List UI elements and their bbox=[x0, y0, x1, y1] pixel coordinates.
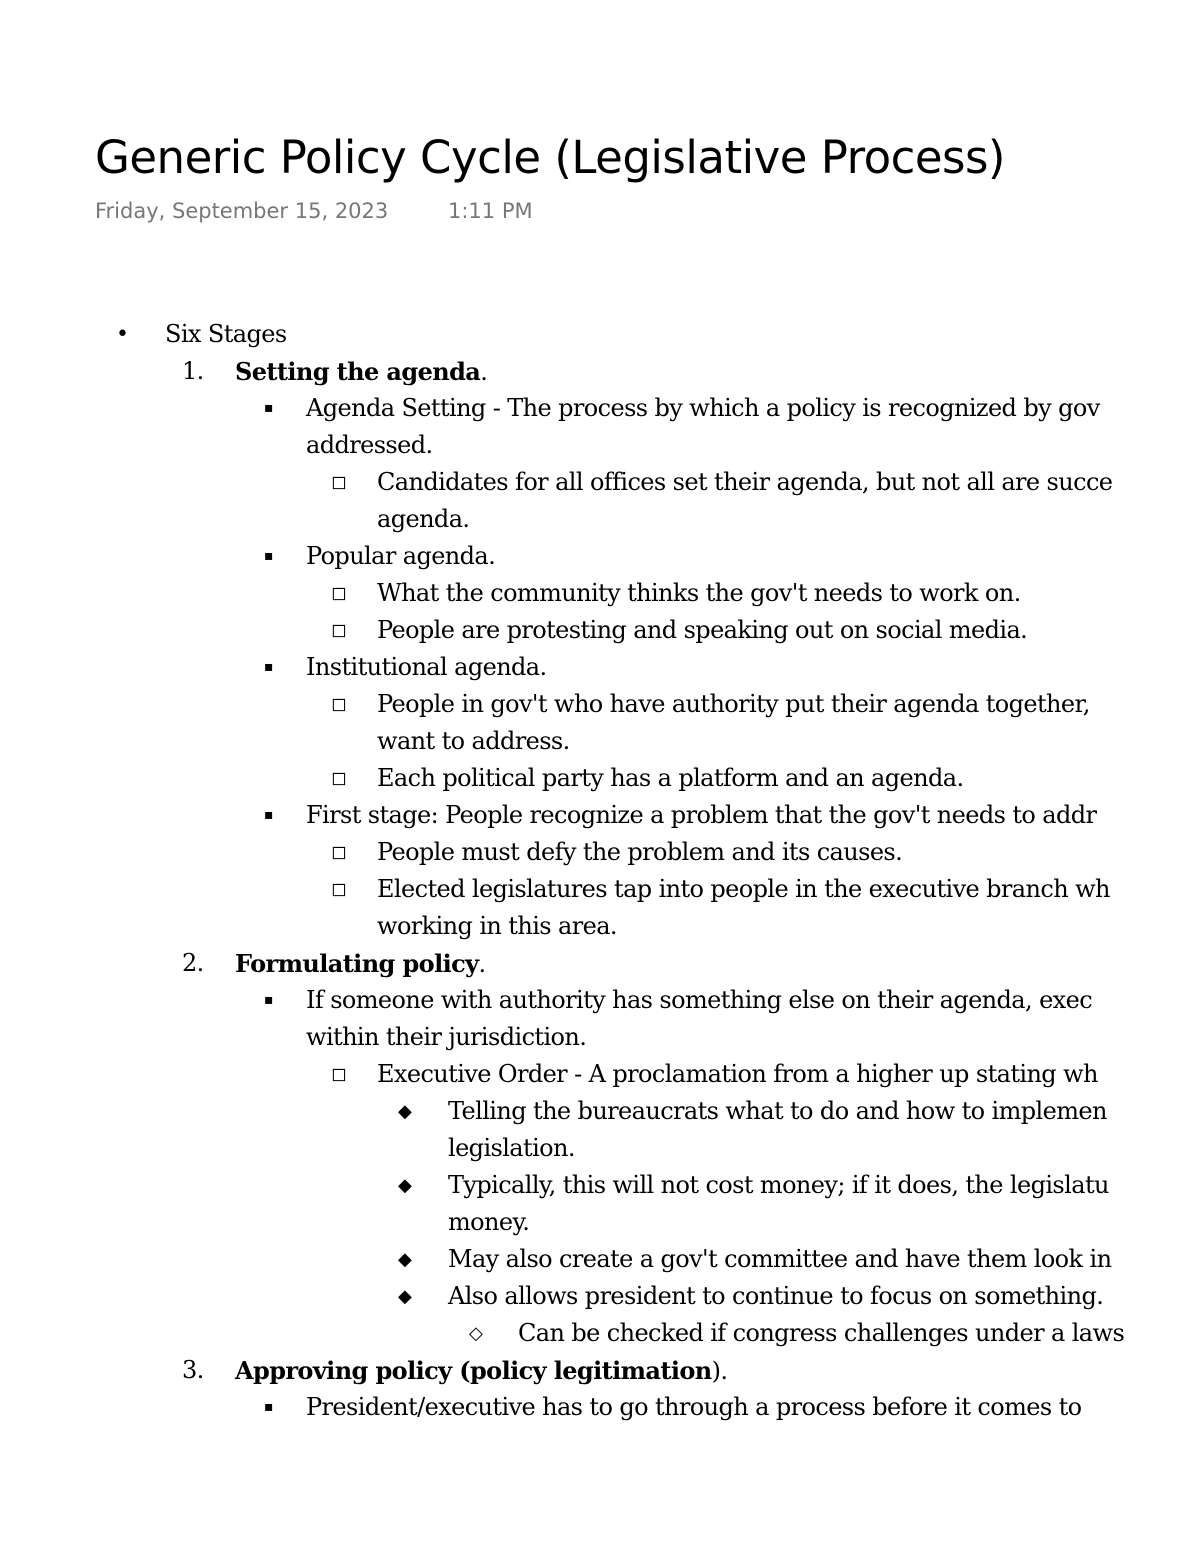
list-item-text: People are protesting and speaking out on social media. bbox=[377, 616, 1028, 644]
list-item-text: Six Stages bbox=[165, 320, 287, 348]
list-item-text: People in gov't who have authority put their agenda together, bbox=[377, 690, 1090, 718]
list-item bbox=[0, 316, 1200, 353]
list-item bbox=[0, 871, 1200, 908]
stage-heading: Setting the agenda bbox=[235, 357, 481, 386]
square-bullet-icon: ▪ bbox=[264, 992, 273, 1008]
list-item-text bbox=[235, 945, 486, 983]
list-item-text: Popular agenda. bbox=[306, 542, 496, 570]
hollow-square-bullet-icon: ◻ bbox=[331, 878, 347, 900]
list-item bbox=[0, 575, 1200, 612]
list-item-text bbox=[235, 353, 487, 391]
list-number: 1. bbox=[182, 357, 204, 385]
list-number: 2. bbox=[182, 949, 204, 977]
hollow-square-bullet-icon: ◻ bbox=[331, 841, 347, 863]
list-item-text: within their jurisdiction. bbox=[306, 1023, 587, 1051]
list-item-text: want to address. bbox=[377, 727, 570, 755]
list-item-text: Can be checked if congress challenges under a laws bbox=[518, 1319, 1125, 1347]
diamond-bullet-icon: ◆ bbox=[398, 1249, 412, 1270]
list-item bbox=[0, 1278, 1200, 1315]
list-item bbox=[0, 538, 1200, 575]
list-item-text: addressed. bbox=[306, 431, 433, 459]
list-item-continuation bbox=[0, 427, 1200, 464]
list-item-text: Each political party has a platform and an agenda. bbox=[377, 764, 964, 792]
notes-outline bbox=[0, 316, 1200, 1426]
list-item-text: Also allows president to continue to focus on something. bbox=[448, 1282, 1104, 1310]
list-item bbox=[0, 1315, 1200, 1352]
list-item bbox=[0, 1093, 1200, 1130]
list-item-text: Candidates for all offices set their agenda, but not all are succe bbox=[377, 468, 1113, 496]
list-item-text: Institutional agenda. bbox=[306, 653, 547, 681]
square-bullet-icon: ▪ bbox=[264, 659, 273, 675]
hollow-diamond-bullet-icon: ◇ bbox=[469, 1323, 483, 1344]
list-item bbox=[0, 1167, 1200, 1204]
list-item-text: President/executive has to go through a process before it comes to bbox=[306, 1393, 1082, 1421]
square-bullet-icon: ▪ bbox=[264, 807, 273, 823]
stage-heading-suffix: . bbox=[478, 950, 486, 978]
diamond-bullet-icon: ◆ bbox=[398, 1101, 412, 1122]
list-item bbox=[0, 1241, 1200, 1278]
list-item-continuation bbox=[0, 1204, 1200, 1241]
list-item-continuation bbox=[0, 723, 1200, 760]
list-item bbox=[0, 834, 1200, 871]
list-item-text: Typically, this will not cost money; if it does, the legislatu bbox=[448, 1171, 1109, 1199]
numbered-item-stage-3 bbox=[0, 1352, 1200, 1389]
list-item-continuation bbox=[0, 1130, 1200, 1167]
diamond-bullet-icon: ◆ bbox=[398, 1286, 412, 1307]
list-item-text: May also create a gov't committee and have them look in bbox=[448, 1245, 1112, 1273]
stage-heading: Formulating policy bbox=[235, 949, 479, 978]
stage-heading-suffix: ). bbox=[711, 1357, 728, 1385]
stage-heading: Approving policy (policy legitimation bbox=[235, 1356, 712, 1385]
diamond-bullet-icon: ◆ bbox=[398, 1175, 412, 1196]
hollow-square-bullet-icon: ◻ bbox=[331, 693, 347, 715]
list-item bbox=[0, 464, 1200, 501]
page-title: Generic Policy Cycle (Legislative Process) bbox=[95, 131, 1005, 184]
list-item-text: If someone with authority has something else on their agenda, exec bbox=[306, 986, 1093, 1014]
list-item-continuation bbox=[0, 501, 1200, 538]
list-item bbox=[0, 982, 1200, 1019]
page-date: Friday, September 15, 2023 bbox=[95, 199, 389, 223]
hollow-square-bullet-icon: ◻ bbox=[331, 619, 347, 641]
list-item-text: First stage: People recognize a problem that the gov't needs to addr bbox=[306, 801, 1097, 829]
list-item bbox=[0, 686, 1200, 723]
stage-heading-suffix: . bbox=[480, 358, 488, 386]
list-item bbox=[0, 390, 1200, 427]
list-item bbox=[0, 760, 1200, 797]
list-item-continuation bbox=[0, 908, 1200, 945]
page-time: 1:11 PM bbox=[448, 199, 533, 223]
list-number: 3. bbox=[182, 1356, 204, 1384]
bullet-icon: • bbox=[116, 322, 129, 347]
list-item bbox=[0, 797, 1200, 834]
list-item bbox=[0, 1056, 1200, 1093]
list-item bbox=[0, 1389, 1200, 1426]
list-item-continuation bbox=[0, 1019, 1200, 1056]
list-item-text bbox=[235, 1352, 727, 1390]
hollow-square-bullet-icon: ◻ bbox=[331, 767, 347, 789]
list-item-text: People must defy the problem and its causes. bbox=[377, 838, 903, 866]
hollow-square-bullet-icon: ◻ bbox=[331, 582, 347, 604]
hollow-square-bullet-icon: ◻ bbox=[331, 471, 347, 493]
list-item-text: Agenda Setting - The process by which a policy is recognized by gov bbox=[306, 394, 1100, 422]
numbered-item-stage-2 bbox=[0, 945, 1200, 982]
square-bullet-icon: ▪ bbox=[264, 548, 273, 564]
square-bullet-icon: ▪ bbox=[264, 400, 273, 416]
list-item-text: Telling the bureaucrats what to do and how to implemen bbox=[448, 1097, 1107, 1125]
list-item-text: legislation. bbox=[448, 1134, 575, 1162]
list-item-text: working in this area. bbox=[377, 912, 617, 940]
list-item-text: Executive Order - A proclamation from a higher up stating wh bbox=[377, 1060, 1098, 1088]
list-item-text: What the community thinks the gov't needs to work on. bbox=[377, 579, 1021, 607]
list-item bbox=[0, 649, 1200, 686]
square-bullet-icon: ▪ bbox=[264, 1399, 273, 1415]
hollow-square-bullet-icon: ◻ bbox=[331, 1063, 347, 1085]
list-item-text: agenda. bbox=[377, 505, 470, 533]
list-item-text: Elected legislatures tap into people in the executive branch wh bbox=[377, 875, 1110, 903]
list-item bbox=[0, 612, 1200, 649]
list-item-text: money. bbox=[448, 1208, 530, 1236]
numbered-item-stage-1 bbox=[0, 353, 1200, 390]
